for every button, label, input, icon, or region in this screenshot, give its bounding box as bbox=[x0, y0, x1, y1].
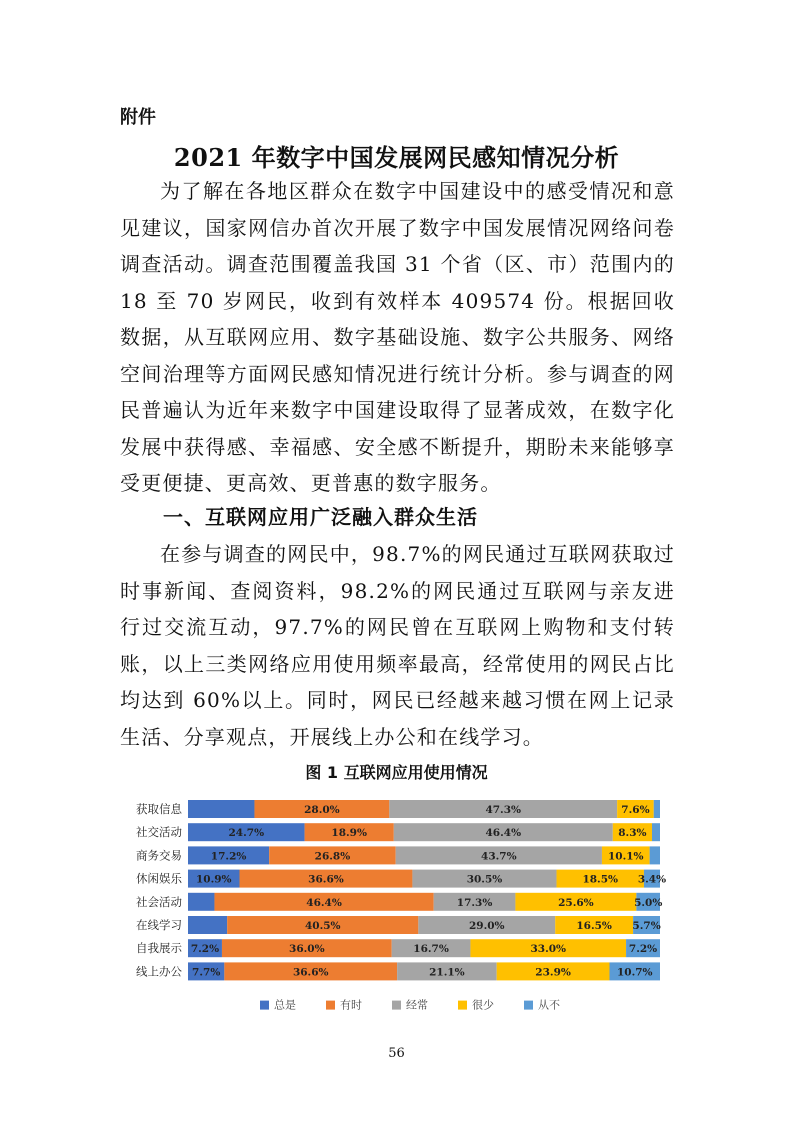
legend-label: 有时 bbox=[340, 998, 362, 1012]
category-label: 社交活动 bbox=[136, 825, 182, 840]
legend-swatch bbox=[458, 1001, 467, 1010]
data-label: 7.6% bbox=[621, 804, 650, 816]
data-label: 36.0% bbox=[289, 943, 325, 956]
intro-paragraph bbox=[120, 173, 675, 502]
legend-swatch bbox=[260, 1001, 269, 1010]
data-label: 43.7% bbox=[481, 850, 517, 863]
figure-caption: 图 1 互联网应用使用情况 bbox=[305, 763, 488, 782]
data-label: 18.5% bbox=[582, 873, 619, 886]
bar-segment bbox=[188, 800, 254, 818]
data-label: 36.6% bbox=[308, 873, 344, 886]
data-label: 7.2% bbox=[628, 943, 658, 956]
data-label: 47.3% bbox=[485, 804, 522, 816]
section-paragraph-text: 在参与调查的网民中，98.7%的网民通过互联网获取过时事新闻、查阅资料，98.2%的网民通过互联网与亲友进行过交流互动，97.7%的网民曾在互联网上购物和支付转账，以上三类网络应用使用频率最高，经常使用的网民占比均达到 60%以上。同时，网民已经越来越习惯在网上记录生活、分享观点，开展线上办公和在线学习。 bbox=[120, 542, 675, 749]
data-label: 10.1% bbox=[607, 850, 644, 863]
data-label: 17.2% bbox=[210, 850, 247, 863]
data-label: 3.4% bbox=[637, 873, 667, 886]
data-label: 7.7% bbox=[192, 966, 221, 979]
data-label: 36.6% bbox=[292, 966, 329, 979]
section-paragraph bbox=[120, 536, 675, 755]
data-label: 24.7% bbox=[228, 827, 265, 840]
bar-segment bbox=[654, 800, 660, 818]
legend-label: 经常 bbox=[406, 998, 428, 1012]
data-label: 46.4% bbox=[306, 896, 342, 909]
category-label: 自我展示 bbox=[136, 941, 182, 956]
legend-swatch bbox=[326, 1001, 335, 1010]
category-label: 商务交易 bbox=[136, 848, 182, 863]
category-label: 获取信息 bbox=[136, 802, 182, 816]
legend-swatch bbox=[392, 1001, 401, 1010]
data-label: 29.0% bbox=[468, 920, 505, 932]
data-label: 46.4% bbox=[485, 827, 522, 840]
data-label: 21.1% bbox=[429, 966, 465, 979]
category-label: 社会活动 bbox=[136, 894, 182, 909]
category-label: 在线学习 bbox=[136, 918, 182, 932]
data-label: 10.9% bbox=[195, 873, 232, 886]
legend-label: 很少 bbox=[472, 998, 494, 1012]
page-number: 56 bbox=[388, 1046, 405, 1061]
bar-segment bbox=[650, 846, 660, 864]
data-label: 25.6% bbox=[558, 896, 594, 909]
data-label: 18.9% bbox=[331, 827, 367, 840]
bar-segment bbox=[652, 823, 660, 841]
category-label: 线上办公 bbox=[136, 964, 182, 979]
data-label: 16.5% bbox=[576, 920, 612, 932]
legend-swatch bbox=[524, 1001, 533, 1010]
data-label: 30.5% bbox=[466, 873, 503, 886]
attachment-label: 附件 bbox=[120, 107, 156, 128]
data-label: 10.7% bbox=[616, 966, 653, 979]
data-label: 5.7% bbox=[632, 920, 661, 932]
data-label: 23.9% bbox=[535, 966, 571, 979]
legend-label: 总是 bbox=[274, 998, 296, 1012]
section-heading: 一、互联网应用广泛融入群众生活 bbox=[163, 505, 478, 529]
data-label: 33.0% bbox=[530, 943, 567, 956]
bar-segment bbox=[188, 893, 214, 911]
page-title: 2021 年数字中国发展网民感知情况分析 bbox=[173, 143, 620, 172]
legend-label: 从不 bbox=[538, 998, 560, 1012]
data-label: 7.2% bbox=[190, 943, 220, 956]
data-label: 5.0% bbox=[634, 896, 663, 909]
data-label: 28.0% bbox=[304, 804, 340, 816]
bar-segment bbox=[188, 916, 227, 934]
data-label: 40.5% bbox=[304, 920, 341, 932]
intro-paragraph-text: 为了解在各地区群众在数字中国建设中的感受情况和意见建议，国家网信办首次开展了数字中国发展情况网络问卷调查活动。调查范围覆盖我国 31 个省（区、市）范围内的 18 至 70 岁网民，收到有效样本 409574 份。根据回收数据，从互联网应用、数字基础设施、数字公共服务、网络空间治理等方面网民感知情况进行统计分析。参与调查的网民普遍认为近年来数字中国建设取得了显著成效，在数字化发展中获得感、幸福感、安全感不断提升，期盼未来能够享受更便捷、更高效、更普惠的数字服务。 bbox=[120, 179, 675, 495]
data-label: 26.8% bbox=[314, 850, 351, 863]
category-label: 休闲娱乐 bbox=[136, 871, 182, 886]
data-label: 8.3% bbox=[618, 827, 647, 840]
stacked-bar-chart bbox=[100, 790, 700, 1030]
data-label: 17.3% bbox=[456, 896, 493, 909]
data-label: 16.7% bbox=[413, 943, 449, 956]
